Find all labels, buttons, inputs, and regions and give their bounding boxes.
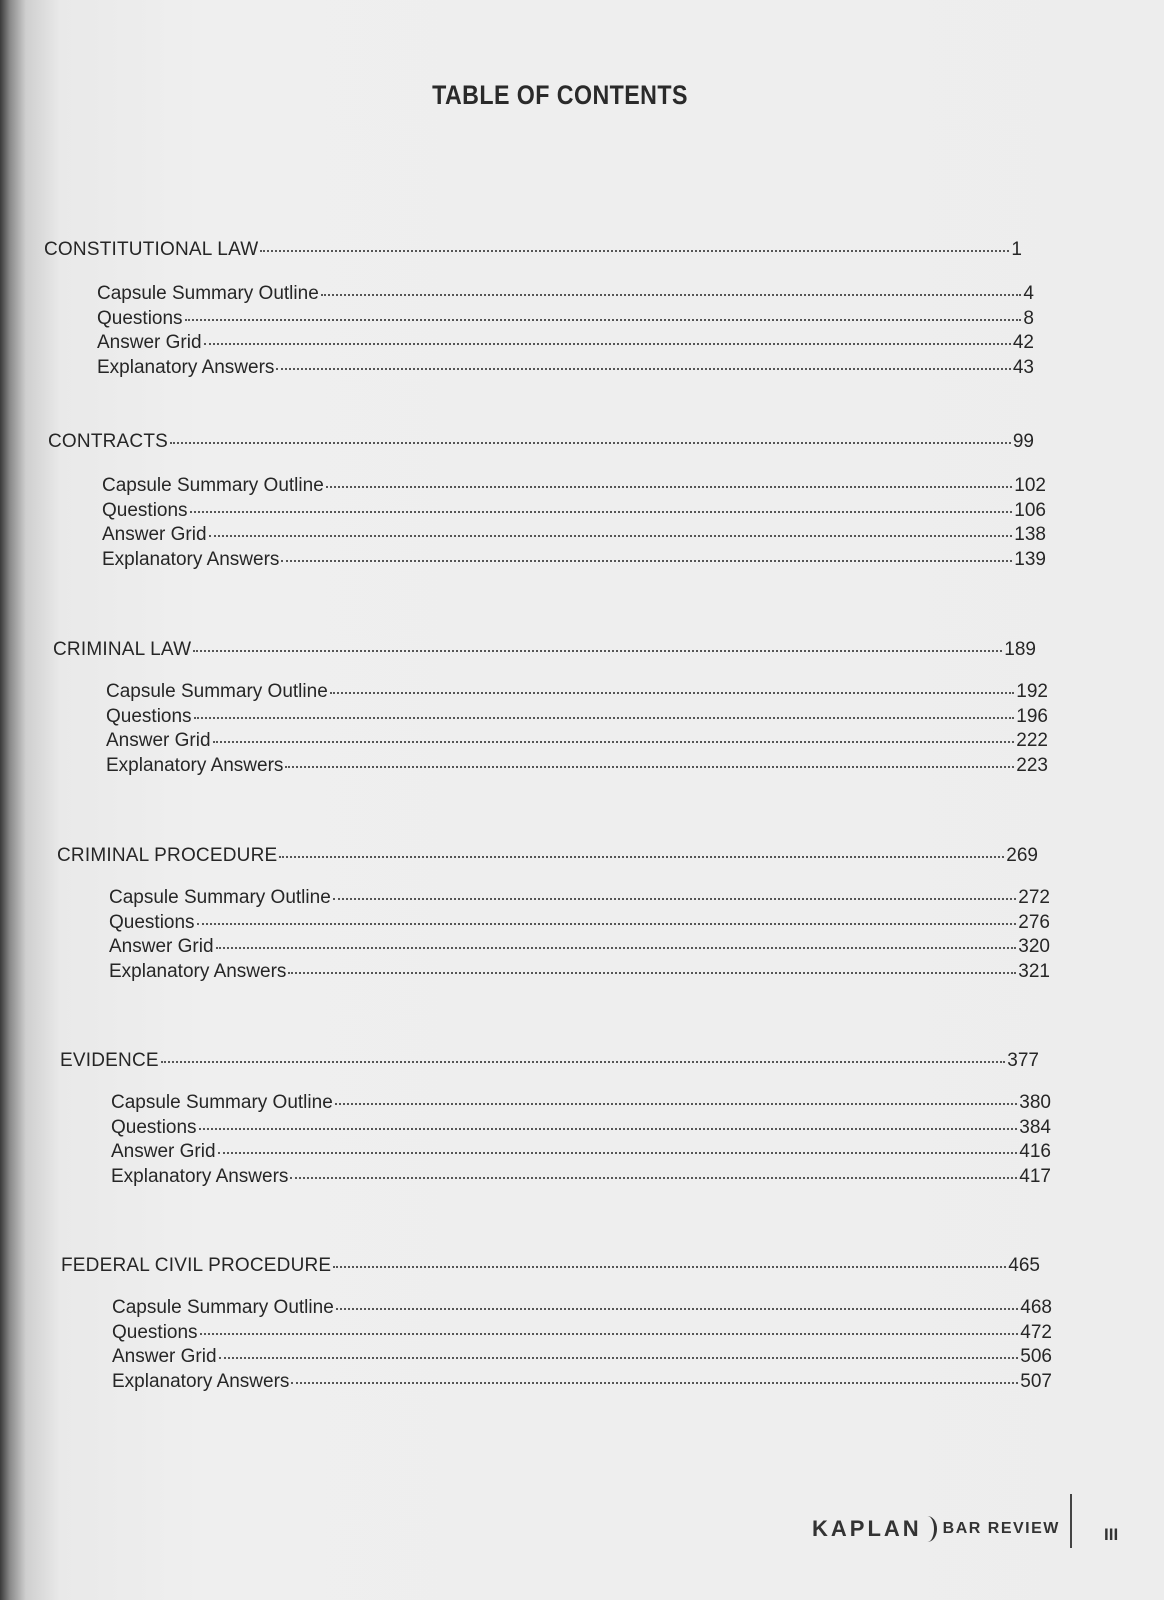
- toc-page-number: 321: [1018, 961, 1050, 982]
- toc-label: Questions: [109, 912, 195, 933]
- toc-label: Explanatory Answers: [102, 549, 280, 570]
- toc-label: FEDERAL CIVIL PROCEDURE: [61, 1255, 332, 1276]
- dot-leader: [276, 349, 1010, 370]
- toc-label: Answer Grid: [97, 332, 202, 353]
- dot-leader: [216, 928, 1017, 949]
- toc-page-number: 138: [1014, 524, 1046, 545]
- toc-page-number: 417: [1019, 1166, 1051, 1187]
- dot-leader: [185, 300, 1022, 321]
- dot-leader: [279, 837, 1004, 858]
- toc-label: Questions: [112, 1322, 198, 1343]
- brand-product: BAR REVIEW: [942, 1520, 1060, 1537]
- toc-label: Capsule Summary Outline: [97, 283, 319, 304]
- toc-label: Questions: [102, 500, 188, 521]
- toc-page-number: 468: [1020, 1297, 1052, 1318]
- dot-leader: [326, 467, 1013, 488]
- toc-label: Explanatory Answers: [112, 1371, 290, 1392]
- toc-page-number: 99: [1012, 431, 1034, 452]
- dot-leader: [291, 1363, 1018, 1384]
- dot-leader: [213, 722, 1015, 743]
- dot-leader: [219, 1338, 1019, 1359]
- dot-leader: [290, 1158, 1017, 1179]
- page-number: III: [1104, 1525, 1119, 1544]
- toc-label: EVIDENCE: [60, 1050, 159, 1071]
- toc-label: Explanatory Answers: [106, 755, 284, 776]
- toc-page-number: 320: [1018, 936, 1050, 957]
- brand-wordmark: KAPLAN: [812, 1516, 922, 1541]
- toc-page-number: 222: [1016, 730, 1048, 751]
- toc-label: Capsule Summary Outline: [102, 475, 324, 496]
- dot-leader: [194, 698, 1015, 719]
- toc-label: Answer Grid: [106, 730, 211, 751]
- toc-section-heading: [53, 634, 1036, 661]
- toc-label: Capsule Summary Outline: [112, 1297, 334, 1318]
- dot-leader: [336, 1289, 1019, 1310]
- toc-page-number: 1: [1011, 239, 1022, 260]
- toc-label: Questions: [106, 706, 192, 727]
- dot-leader: [197, 904, 1017, 925]
- toc-label: Answer Grid: [111, 1141, 216, 1162]
- toc-section-heading: [48, 426, 1034, 453]
- toc-entry: [106, 750, 1048, 777]
- toc-page-number: 465: [1008, 1255, 1040, 1276]
- toc-label: Answer Grid: [112, 1346, 217, 1367]
- dot-leader: [321, 275, 1022, 296]
- dot-leader: [170, 423, 1011, 444]
- dot-leader: [204, 324, 1011, 345]
- toc-entry: [112, 1366, 1052, 1393]
- toc-entry: [97, 352, 1034, 379]
- toc-label: Capsule Summary Outline: [111, 1092, 333, 1113]
- footer-logo: [812, 1516, 1060, 1542]
- toc-label: Questions: [111, 1117, 197, 1138]
- toc-page-number: 106: [1014, 500, 1046, 521]
- toc-entry: [109, 956, 1050, 983]
- dot-leader: [288, 953, 1016, 974]
- toc-section-heading: [57, 840, 1038, 867]
- toc-page-number: 507: [1020, 1371, 1052, 1392]
- dot-leader: [209, 516, 1013, 537]
- dot-leader: [333, 1247, 1006, 1268]
- toc-label: Answer Grid: [102, 524, 207, 545]
- dot-leader: [200, 1314, 1019, 1335]
- toc-page-number: 377: [1007, 1050, 1039, 1071]
- toc-label: Explanatory Answers: [97, 357, 275, 378]
- toc-entry: [111, 1161, 1051, 1188]
- toc-page-number: 139: [1014, 549, 1046, 570]
- toc-page-number: 8: [1023, 308, 1034, 329]
- toc-entry: [102, 544, 1046, 571]
- toc-label: Explanatory Answers: [109, 961, 287, 982]
- toc-label: CONSTITUTIONAL LAW: [44, 239, 259, 260]
- toc-page-number: 42: [1012, 332, 1034, 353]
- brand-swoosh-icon: [918, 1516, 937, 1542]
- dot-leader: [218, 1133, 1018, 1154]
- footer-divider: [1070, 1494, 1072, 1548]
- toc-page-number: 269: [1006, 845, 1038, 866]
- toc-section-heading: [44, 234, 1022, 261]
- toc-page-number: 276: [1018, 912, 1050, 933]
- toc-page-number: 4: [1023, 283, 1034, 304]
- toc-label: Capsule Summary Outline: [109, 887, 331, 908]
- dot-leader: [161, 1042, 1006, 1063]
- dot-leader: [330, 673, 1015, 694]
- toc-label: CONTRACTS: [48, 431, 169, 452]
- toc-page-number: 102: [1014, 475, 1046, 496]
- toc-page-number: 192: [1016, 681, 1048, 702]
- dot-leader: [193, 631, 1002, 652]
- toc-label: CRIMINAL LAW: [53, 639, 192, 660]
- toc-page-number: 43: [1012, 357, 1034, 378]
- toc-section-heading: [61, 1250, 1040, 1277]
- dot-leader: [285, 747, 1014, 768]
- toc-page-number: 384: [1019, 1117, 1051, 1138]
- page-title: TABLE OF CONTENTS: [432, 80, 688, 110]
- toc-label: CRIMINAL PROCEDURE: [57, 845, 278, 866]
- dot-leader: [335, 1084, 1018, 1105]
- toc-page-number: 380: [1019, 1092, 1051, 1113]
- dot-leader: [333, 879, 1017, 900]
- toc-label: Capsule Summary Outline: [106, 681, 328, 702]
- toc-page-number: 196: [1016, 706, 1048, 727]
- toc-label: Questions: [97, 308, 183, 329]
- toc-label: Answer Grid: [109, 936, 214, 957]
- toc-page-number: 506: [1020, 1346, 1052, 1367]
- toc-page-number: 189: [1004, 639, 1036, 660]
- dot-leader: [281, 541, 1012, 562]
- toc-page-number: 416: [1019, 1141, 1051, 1162]
- toc-label: Explanatory Answers: [111, 1166, 289, 1187]
- toc-section-heading: [60, 1045, 1039, 1072]
- dot-leader: [260, 231, 1009, 252]
- dot-leader: [199, 1109, 1018, 1130]
- toc-page-number: 223: [1016, 755, 1048, 776]
- dot-leader: [190, 492, 1013, 513]
- toc-page-number: 472: [1020, 1322, 1052, 1343]
- toc-page-number: 272: [1018, 887, 1050, 908]
